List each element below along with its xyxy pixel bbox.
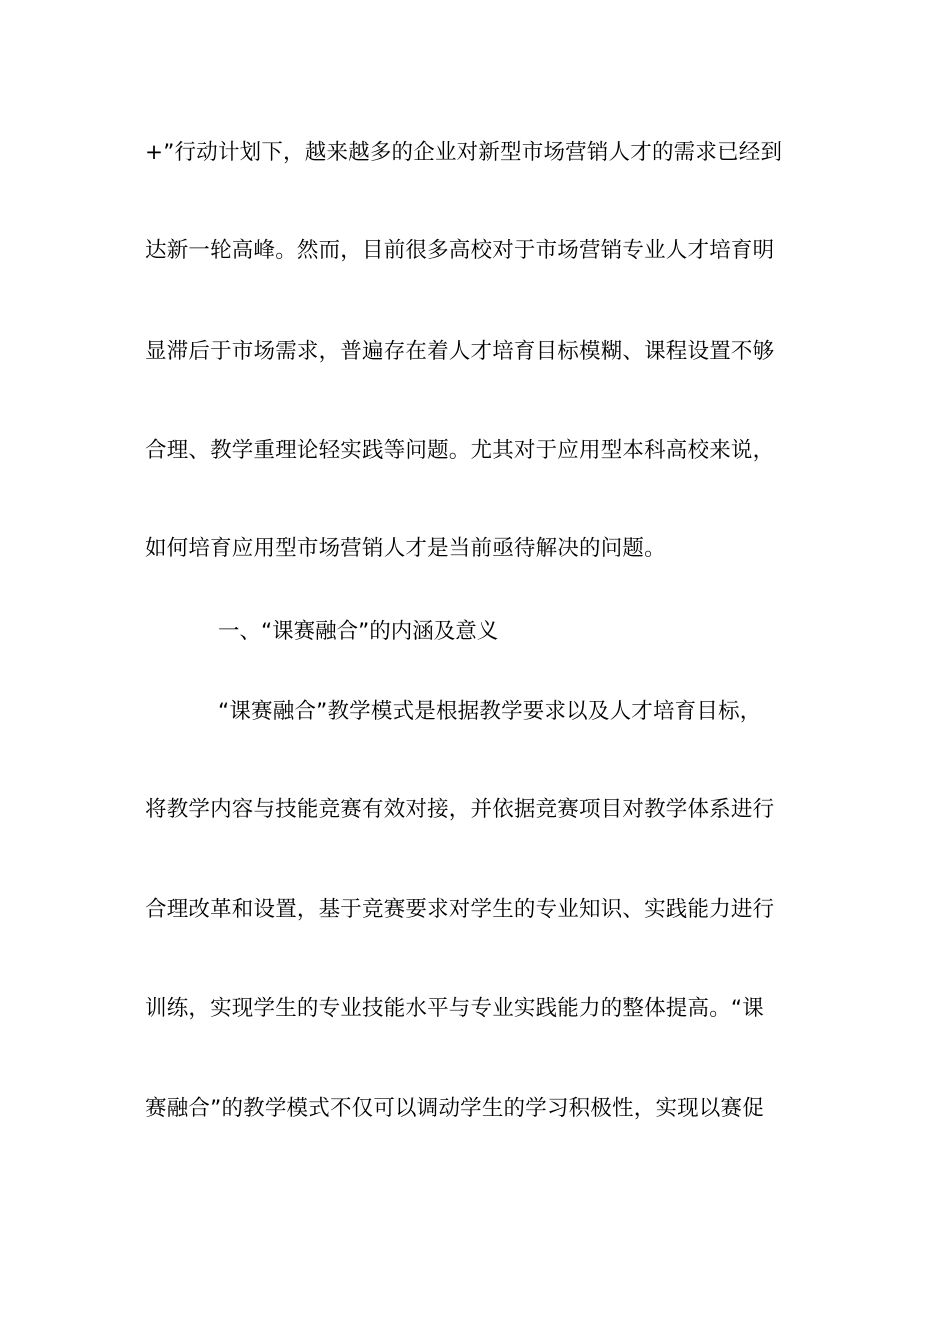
paragraph-line: 达新一轮高峰。然而，目前很多高校对于市场营销专业人才培育明 [145, 238, 775, 263]
paragraph-line: +”行动计划下，越来越多的企业对新型市场营销人才的需求已经到 [145, 140, 783, 165]
paragraph-line: 训练，实现学生的专业技能水平与专业实践能力的整体提高。“课 [145, 996, 764, 1021]
paragraph-line: “课赛融合”教学模式是根据教学要求以及人才培育目标， [218, 699, 762, 724]
paragraph-line: 显滞后于市场需求，普遍存在着人才培育目标模糊、课程设置不够 [145, 339, 775, 364]
paragraph-line: 合理、教学重理论轻实践等问题。尤其对于应用型本科高校来说， [145, 438, 775, 463]
paragraph-line: 如何培育应用型市场营销人才是当前亟待解决的问题。 [145, 536, 666, 561]
section-heading: 一、“课赛融合”的内涵及意义 [218, 619, 499, 644]
paragraph-line: 赛融合”的教学模式不仅可以调动学生的学习积极性，实现以赛促 [145, 1096, 764, 1121]
paragraph-line: 将教学内容与技能竞赛有效对接，并依据竞赛项目对教学体系进行 [145, 797, 775, 822]
paragraph-line: 合理改革和设置，基于竞赛要求对学生的专业知识、实践能力进行 [145, 897, 775, 922]
